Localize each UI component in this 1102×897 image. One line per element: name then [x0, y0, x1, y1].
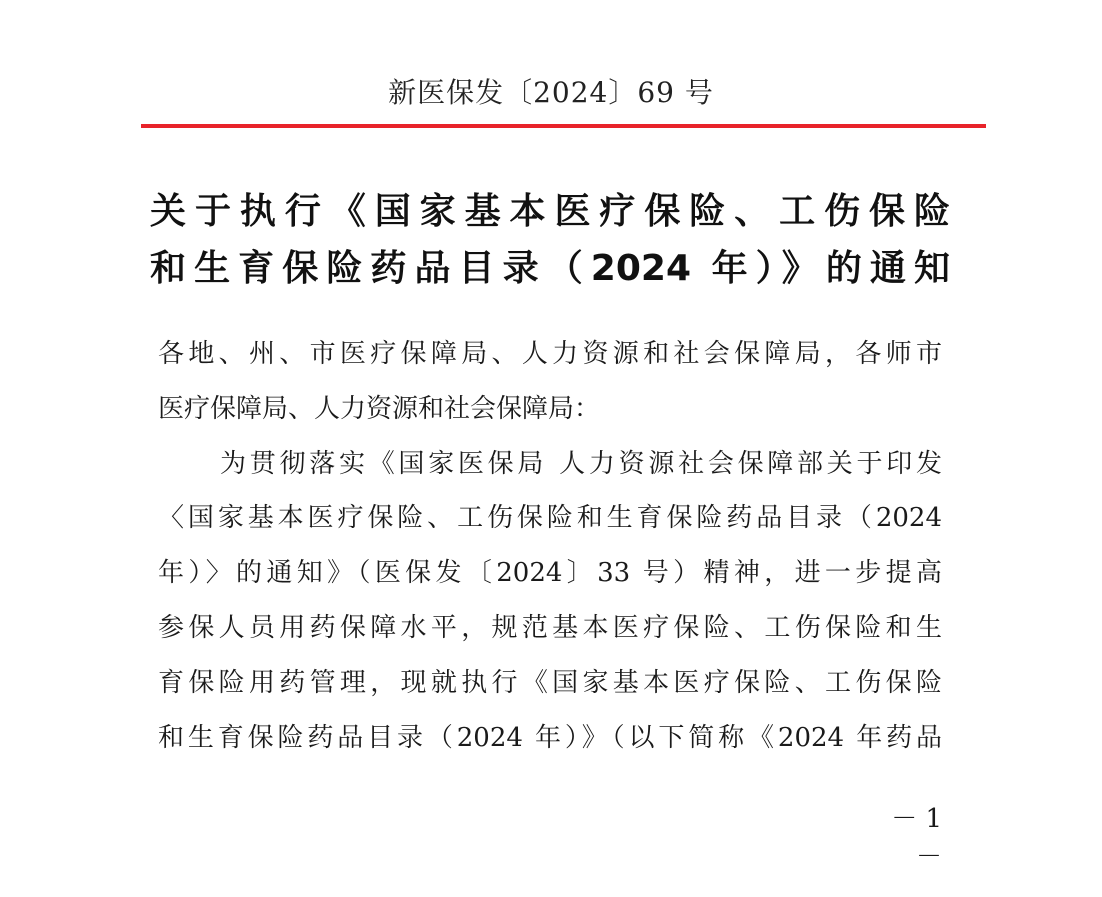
page-number: － 1 －	[891, 804, 942, 872]
body-line-6: 参保人员用药保障水平，规范基本医疗保险、工伤保险和生	[158, 612, 942, 643]
document-number: 新医保发〔2024〕69 号	[388, 76, 714, 109]
body-line-3: 为贯彻落实《国家医保局 人力资源社会保障部关于印发	[220, 448, 942, 479]
body-line-7: 育保险用药管理，现就执行《国家基本医疗保险、工伤保险	[158, 667, 942, 698]
body-line-1: 各地、州、市医疗保障局、人力资源和社会保障局，各师市	[158, 339, 942, 369]
document-body	[158, 327, 942, 765]
document-title	[150, 183, 950, 297]
red-header-rule	[141, 124, 986, 128]
body-line-4: 〈国家基本医疗保险、工伤保险和生育保险药品目录（2024	[158, 503, 942, 534]
body-line-8: 和生育保险药品目录（2024 年）》（以下简称《2024 年药品	[158, 722, 942, 753]
body-line-5: 年）〉的通知》（医保发〔2024〕33 号）精神，进一步提高	[158, 558, 942, 589]
title-line-2: 和生育保险药品目录（2024 年）》的通知	[150, 248, 950, 289]
body-line-2: 医疗保障局、人力资源和社会保障局：	[158, 393, 601, 424]
title-line-1: 关于执行《国家基本医疗保险、工伤保险	[150, 191, 950, 232]
